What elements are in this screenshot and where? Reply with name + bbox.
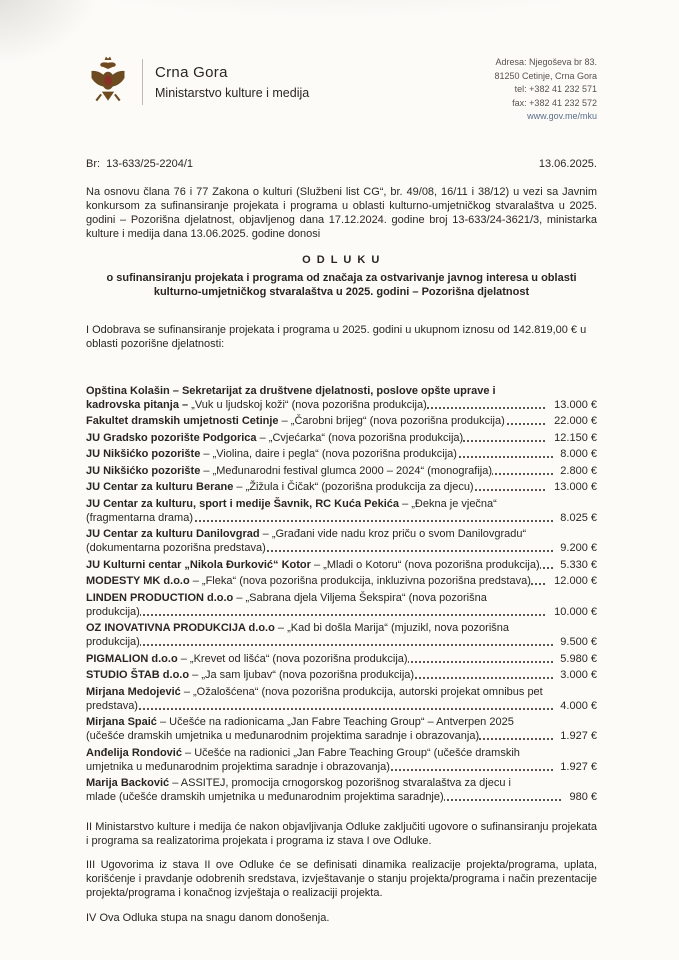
- entry-project: – „Čarobni brijeg“ (nova pozorišna produkcija): [281, 415, 505, 428]
- entry-text: [86, 559, 540, 571]
- entry-amount: 5.330 €: [553, 558, 597, 572]
- entry-project: – „Cvjećarka“ (nova pozorišna produkcija): [259, 431, 464, 444]
- entry-text: [86, 465, 492, 477]
- allocation-entry: [86, 527, 597, 555]
- document-subtitle: o sufinansiranju projekata i programa od značaja za ostvarivanje javnog interesa u oblasti kulturno-umjetničkog stvaralaštva u 2025. godini – Pozorišna djelatnost: [106, 271, 577, 298]
- entry-project: – ASSITEJ, promocija crnogorskog pozorišnog stvaralaštva za djecu i mlade (učešće dramskih umjetnika u međunarodnim projektima saradnje): [86, 777, 511, 804]
- entry-amount: 8.000 €: [553, 447, 597, 461]
- title-block: [86, 253, 597, 299]
- address-line: 81250 Cetinje, Crna Gora: [494, 70, 597, 81]
- allocation-entry: [86, 668, 597, 682]
- coat-of-arms-icon: [86, 54, 130, 110]
- entry-text: [86, 747, 520, 773]
- document-title: O D L U K U: [302, 253, 381, 266]
- entry-amount: 9.200 €: [553, 541, 597, 555]
- website-line: www.gov.me/mku: [527, 111, 597, 121]
- entry-recipient: JU Centar za kulturu, sport i medije Šavnik, RC Kuća Pekića: [86, 497, 399, 510]
- entry-recipient: Anđelija Rondović: [86, 746, 182, 759]
- entry-recipient: Marija Backović: [86, 777, 170, 790]
- entry-text: [86, 528, 526, 554]
- entry-project: – „Sabrana djela Viljema Šekspira“ (nova pozorišna produkcija): [86, 591, 487, 618]
- allocation-list: [86, 384, 597, 805]
- entry-amount: 13.000 €: [547, 398, 597, 412]
- entry-text: [86, 653, 408, 665]
- country-name: Crna Gora: [155, 64, 228, 81]
- entry-amount: 10.000 €: [547, 605, 597, 619]
- entry-recipient: Opština Kolašin – Sekretarijat za društvene djelatnosti, poslove opšte uprave i kadrovska pitanja –: [86, 384, 496, 411]
- allocation-entry: [86, 447, 597, 461]
- allocation-entry: [86, 384, 597, 412]
- letterhead-identity: [86, 54, 309, 110]
- entry-project: – Učešće na radionicama „Jan Fabre Teaching Group“ – Antverpen 2025 (učešće dramskih umjetnika u međunarodnim projektima saradnje i obrazovanja): [86, 716, 514, 743]
- entry-text: [86, 415, 505, 427]
- entry-amount: 12.000 €: [547, 574, 597, 588]
- entry-amount: 1.927 €: [553, 729, 597, 743]
- allocation-entry: [86, 464, 597, 478]
- entry-project: – „Violina, daire i pegla“ (nova pozorišna produkcija): [203, 448, 457, 461]
- entry-project: – „Građani vide nadu kroz priču o svom Danilovgradu“ (dokumentarna pozorišna predstava): [86, 528, 527, 555]
- reference-row: [86, 158, 597, 170]
- section-1-paragraph: I Odobrava se sufinansiranje projekata i programa u 2025. godini u ukupnom iznosu od 142.819,00 € u oblasti pozorišne djelatnosti:: [86, 324, 587, 351]
- contact-block: [494, 54, 597, 124]
- reference-number: Br: 13-633/25-2204/1: [86, 157, 194, 170]
- entry-project: – „Krevet od lišća“ (nova pozorišna produkcija): [180, 652, 408, 665]
- closing-sections: [86, 820, 597, 924]
- entry-project: – „Međunarodni festival glumca 2000 – 2024“ (monografija): [203, 464, 492, 477]
- allocation-entry: [86, 776, 597, 804]
- section-4-paragraph: IV Ova Odluka stupa na snagu danom donošenja.: [86, 911, 330, 924]
- entry-text: [86, 448, 457, 460]
- entry-recipient: OZ INOVATIVNA PRODUKCIJA d.o.o: [86, 622, 275, 635]
- entry-project: – „Ja sam ljubav“ (nova pozorišna produkcija): [192, 669, 415, 682]
- document-date: 13.06.2025.: [538, 157, 597, 170]
- entry-project: – „Kad bi došla Marija“ (mjuzikl, nova pozorišna produkcija): [86, 622, 510, 649]
- entry-text: [86, 481, 474, 493]
- entry-text: [86, 622, 509, 648]
- entry-amount: 22.000 €: [547, 414, 597, 428]
- entry-recipient: STUDIO ŠTAB d.o.o: [86, 669, 190, 682]
- entry-amount: 13.000 €: [547, 480, 597, 494]
- entry-amount: 5.980 €: [553, 652, 597, 666]
- entry-project: – Učešće na radionici „Jan Fabre Teaching Group“ (učešće dramskih umjetnika u međunarodnim projektima saradnje i obrazovanja): [86, 746, 520, 773]
- entry-recipient: PIGMALION d.o.o: [86, 652, 178, 665]
- entry-recipient: LINDEN PRODUCTION d.o.o: [86, 591, 234, 604]
- entry-amount: 1.927 €: [553, 760, 597, 774]
- entry-text: [86, 592, 487, 618]
- entry-project: – „Mladi o Kotoru“ (nova pozorišna produkcija): [314, 558, 540, 571]
- entry-project: „Vuk u ljudskoj koži“ (nova pozorišna produkcija): [191, 398, 427, 411]
- ministry-name: Ministarstvo kulture i medija: [155, 86, 310, 100]
- entry-recipient: Mirjana Medojević: [86, 685, 181, 698]
- entry-amount: 12.150 €: [547, 431, 597, 445]
- letterhead-divider: [142, 59, 143, 105]
- entry-amount: 3.000 €: [553, 668, 597, 682]
- entry-amount: 980 €: [562, 790, 597, 804]
- address-line: Adresa: Njegoševa br 83.: [495, 57, 597, 67]
- entry-project: – „Đekna je vječna“ (fragmentarna drama): [86, 497, 497, 524]
- entry-project: – „Fleka“ (nova pozorišna produkcija, inkluzivna pozorišna predstava): [192, 575, 531, 588]
- allocation-entry: [86, 574, 597, 588]
- allocation-entry: [86, 746, 597, 774]
- allocation-entry: [86, 480, 597, 494]
- allocation-entry: [86, 685, 597, 713]
- allocation-entry: [86, 558, 597, 572]
- entry-recipient: JU Nikšićko pozorište: [86, 448, 201, 461]
- entry-text: [86, 686, 543, 712]
- allocation-entry: [86, 652, 597, 666]
- allocation-entry: [86, 414, 597, 428]
- entry-recipient: Mirjana Spaić: [86, 716, 157, 729]
- entry-recipient: MODESTY MK d.o.o: [86, 575, 190, 588]
- allocation-entry: [86, 715, 597, 743]
- entry-amount: 8.025 €: [553, 511, 597, 525]
- allocation-entry: [86, 431, 597, 445]
- allocation-entry: [86, 497, 597, 525]
- entry-text: [86, 716, 514, 742]
- section-3-paragraph: III Ugovorima iz stava II ove Odluke će se definisati dinamika realizacije projekta/programa, uplata, korišćenje i pravdanje odobrenih sredstava, izvještavanje o stanju projekta/programa i način prezentacije projekta/programa i konačnog izvještaja o realizaciji projekta.: [86, 859, 597, 900]
- entry-project: – „Ožalošćena“ (nova pozorišna produkcija, autorski projekat omnibus pet predstava): [86, 685, 543, 712]
- entry-text: [86, 498, 497, 524]
- entry-project: – „Žižula i Čičak“ (pozorišna produkcija za djecu): [236, 481, 474, 494]
- entry-recipient: JU Nikšićko pozorište: [86, 464, 201, 477]
- entry-recipient: JU Centar za kulturu Danilovgrad: [86, 528, 260, 541]
- entry-amount: 2.800 €: [553, 464, 597, 478]
- allocation-entry: [86, 621, 597, 649]
- section-2-paragraph: II Ministarstvo kulture i medija će nakon objavljivanja Odluke zaključiti ugovore o sufinansiranju projekata i programa sa realizatorima projekata i programa iz stava I ove Odluke.: [86, 821, 597, 848]
- fax-line: fax: +382 41 232 572: [512, 97, 597, 108]
- entry-recipient: JU Kulturni centar „Nikola Đurković“ Kotor: [86, 558, 311, 571]
- entry-text: [86, 575, 531, 587]
- entry-recipient: JU Centar za kulturu Berane: [86, 481, 234, 494]
- entry-amount: 9.500 €: [553, 635, 597, 649]
- entry-text: [86, 777, 511, 803]
- entry-text: [86, 385, 496, 411]
- phone-line: tel: +382 41 232 571: [514, 84, 597, 94]
- allocation-entry: [86, 591, 597, 619]
- entry-recipient: Fakultet dramskih umjetnosti Cetinje: [86, 415, 279, 428]
- letterhead-titles: [155, 64, 309, 100]
- entry-text: [86, 669, 414, 681]
- legal-basis-paragraph: Na osnovu člana 76 i 77 Zakona o kulturi (Službeni list CG“, br. 49/08, 16/11 i 38/12) u vezi sa Javnim konkursom za sufinansiranje projekata i programa u oblasti kulturno-umjetničkog stvaralaštva u 2025. godini – Pozorišna djelatnost, objavljenog dana 17.12.2024. godine broj 13-633/24-3621/3, ministarka kulture i medija dana 13.06.2025. godine donosi: [86, 185, 597, 240]
- entry-text: [86, 432, 463, 444]
- letterhead: [86, 54, 597, 124]
- entry-amount: 4.000 €: [553, 699, 597, 713]
- entry-recipient: JU Gradsko pozorište Podgorica: [86, 431, 257, 444]
